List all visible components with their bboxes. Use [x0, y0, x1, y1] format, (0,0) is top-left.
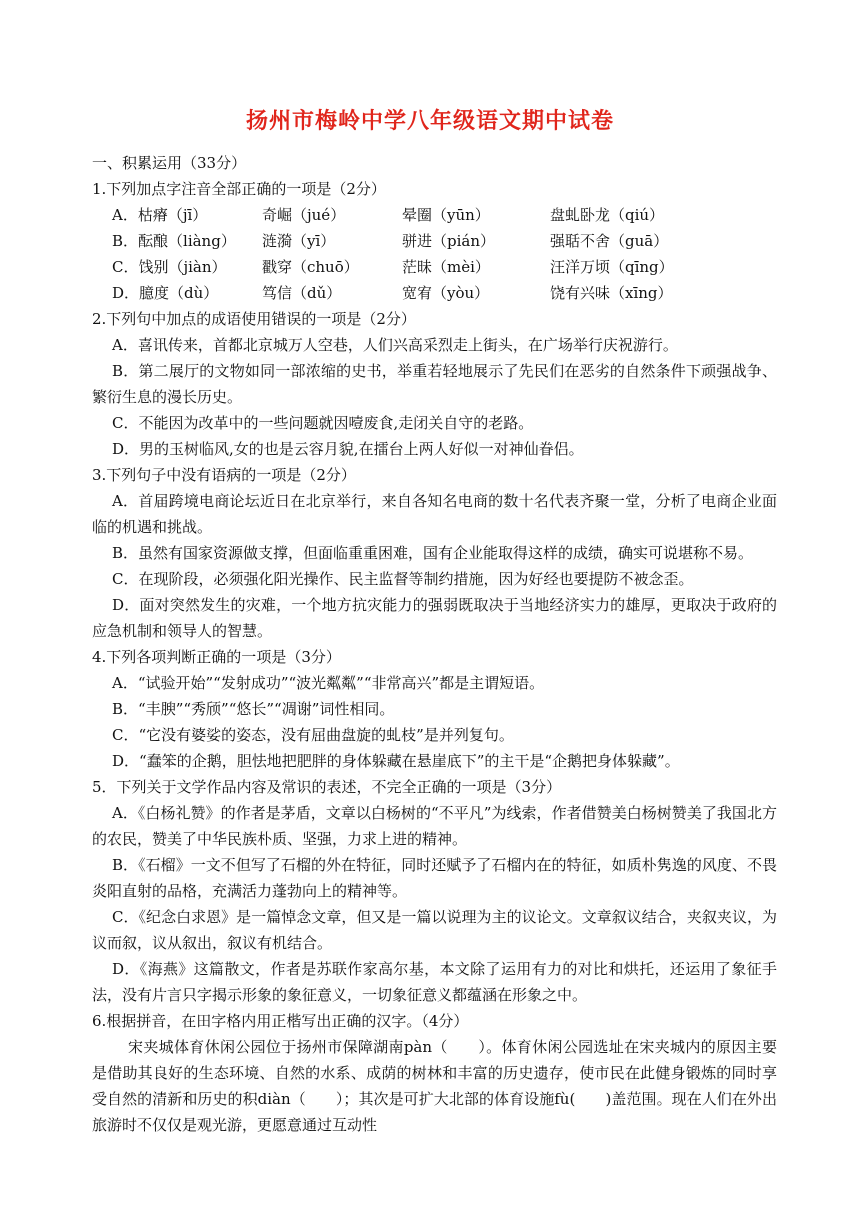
- q5-option-a: A．《白杨礼赞》的作者是茅盾，文章以白杨树的“不平凡”为线索，作者借赞美白杨树赞美了我国北方的农民，赞美了中华民族朴质、坚强，力求上进的精神。: [92, 804, 777, 848]
- q1-option-row-d: [92, 280, 777, 306]
- q5-option-b: B．《石榴》一文不但写了石榴的外在特征，同时还赋予了石榴内在的特征，如质朴隽逸的风度、不畏炎阳直射的品格，充满活力蓬勃向上的精神等。: [92, 856, 777, 900]
- q1-a-3: 晕圈（yūn）: [402, 206, 490, 224]
- q1-c-2: 戳穿（chuō）: [262, 258, 359, 276]
- q1-d-3: 宽宥（yòu）: [402, 284, 490, 302]
- q5-option-d: D．《海燕》这篇散文，作者是苏联作家高尔基，本文除了运用有力的对比和烘托，还运用了象征手法，没有片言只字揭示形象的象征意义，一切象征意义都蕴涵在形象之中。: [92, 960, 777, 1004]
- q1-a-2: 奇崛（jué）: [262, 206, 346, 224]
- question-4-stem: 4.下列各项判断正确的一项是（3分）: [92, 648, 341, 666]
- q5-option-c: C．《纪念白求恩》是一篇悼念文章，但又是一篇以说理为主的议论文。文章叙议结合，夹叙夹议，为议而叙，议从叙出，叙议有机结合。: [92, 908, 777, 952]
- q1-a-4: 盘虬卧龙（qiú）: [550, 206, 665, 224]
- question-3-stem: 3.下列句子中没有语病的一项是（2分）: [92, 466, 356, 484]
- q4-option-c: C．“它没有婆娑的姿态，没有屈曲盘旋的虬枝”是并列复句。: [112, 726, 514, 744]
- q1-d-1: D．臆度（dù）: [112, 284, 219, 302]
- question-2-stem: 2.下列句中加点的成语使用错误的一项是（2分）: [92, 310, 416, 328]
- q1-option-row-b: [92, 228, 777, 254]
- question-6-stem: 6.根据拼音，在田字格内用正楷写出正确的汉字。（4分）: [92, 1012, 469, 1030]
- q4-option-d: D．“蠢笨的企鹅，胆怯地把肥胖的身体躲藏在悬崖底下”的主干是“企鹅把身体躲藏”。: [112, 752, 680, 770]
- section-heading: 一、积累运用（33分）: [92, 154, 247, 172]
- q2-option-d: D．男的玉树临风,女的也是云容月貌,在擂台上两人好似一对神仙眷侣。: [112, 440, 584, 458]
- q1-d-4: 饶有兴味（xīng）: [550, 284, 673, 302]
- q1-c-4: 汪洋万顷（qīng）: [550, 258, 674, 276]
- q1-d-2: 笃信（dǔ）: [262, 284, 342, 302]
- q4-option-b: B．“丰腴”“秀颀”“悠长”“凋谢”词性相同。: [112, 700, 395, 718]
- q1-a-1: A．枯瘠（jī）: [112, 206, 208, 224]
- q1-b-2: 涟漪（yī）: [262, 232, 336, 250]
- q1-b-4: 强聒不舍（guā）: [550, 232, 669, 250]
- q1-c-1: C．饯别（jiàn）: [112, 258, 227, 276]
- q3-option-d: D．面对突然发生的灾难，一个地方抗灾能力的强弱既取决于当地经济实力的雄厚，更取决于政府的应急机制和领导人的智慧。: [92, 596, 777, 640]
- exam-content: [92, 150, 777, 1138]
- q1-option-row-a: [92, 202, 777, 228]
- question-1-stem: 1.下列加点字注音全部正确的一项是（2分）: [92, 180, 386, 198]
- q3-option-a: A．首届跨境电商论坛近日在北京举行，来自各知名电商的数十名代表齐聚一堂，分析了电商企业面临的机遇和挑战。: [92, 492, 777, 536]
- question-5-stem: 5．下列关于文学作品内容及常识的表述，不完全正确的一项是（3分）: [92, 778, 562, 796]
- q6-passage: 宋夹城体育休闲公园位于扬州市保障湖南pàn（ ）。体育休闲公园选址在宋夹城内的原因主要是借助其良好的生态环境、自然的水系、成荫的树林和丰富的历史遗存，使市民在此健身锻炼的同时享受自然的清新和历史的积diàn（ ）；其次是可扩大北部的体育设施fù( )盖范围。现在人们在外出旅游时不仅仅是观光游，更愿意通过互动性: [92, 1038, 777, 1134]
- q4-option-a: A．“试验开始”“发射成功”“波光粼粼”“非常高兴”都是主谓短语。: [112, 674, 545, 692]
- q3-option-b: B．虽然有国家资源做支撑，但面临重重困难，国有企业能取得这样的成绩，确实可说堪称不易。: [112, 544, 754, 562]
- q1-b-1: B．酝酿（liàng）: [112, 232, 236, 250]
- q3-option-c: C．在现阶段，必须强化阳光操作、民主监督等制约措施，因为好经也要提防不被念歪。: [112, 570, 694, 588]
- q1-option-row-c: [92, 254, 777, 280]
- exam-title: 扬州市梅岭中学八年级语文期中试卷: [245, 109, 614, 134]
- q1-c-3: 茫昧（mèi）: [402, 258, 490, 276]
- q2-option-b: B．第二展厅的文物如同一部浓缩的史书，举重若轻地展示了先民们在恶劣的自然条件下顽强战争、繁衍生息的漫长历史。: [92, 362, 777, 406]
- q1-b-3: 骈进（pián）: [402, 232, 496, 250]
- q2-option-a: A．喜讯传来，首都北京城万人空巷，人们兴高采烈走上街头，在广场举行庆祝游行。: [112, 336, 678, 354]
- q2-option-c: C．不能因为改革中的一些问题就因噎废食,走闭关自守的老路。: [112, 414, 534, 432]
